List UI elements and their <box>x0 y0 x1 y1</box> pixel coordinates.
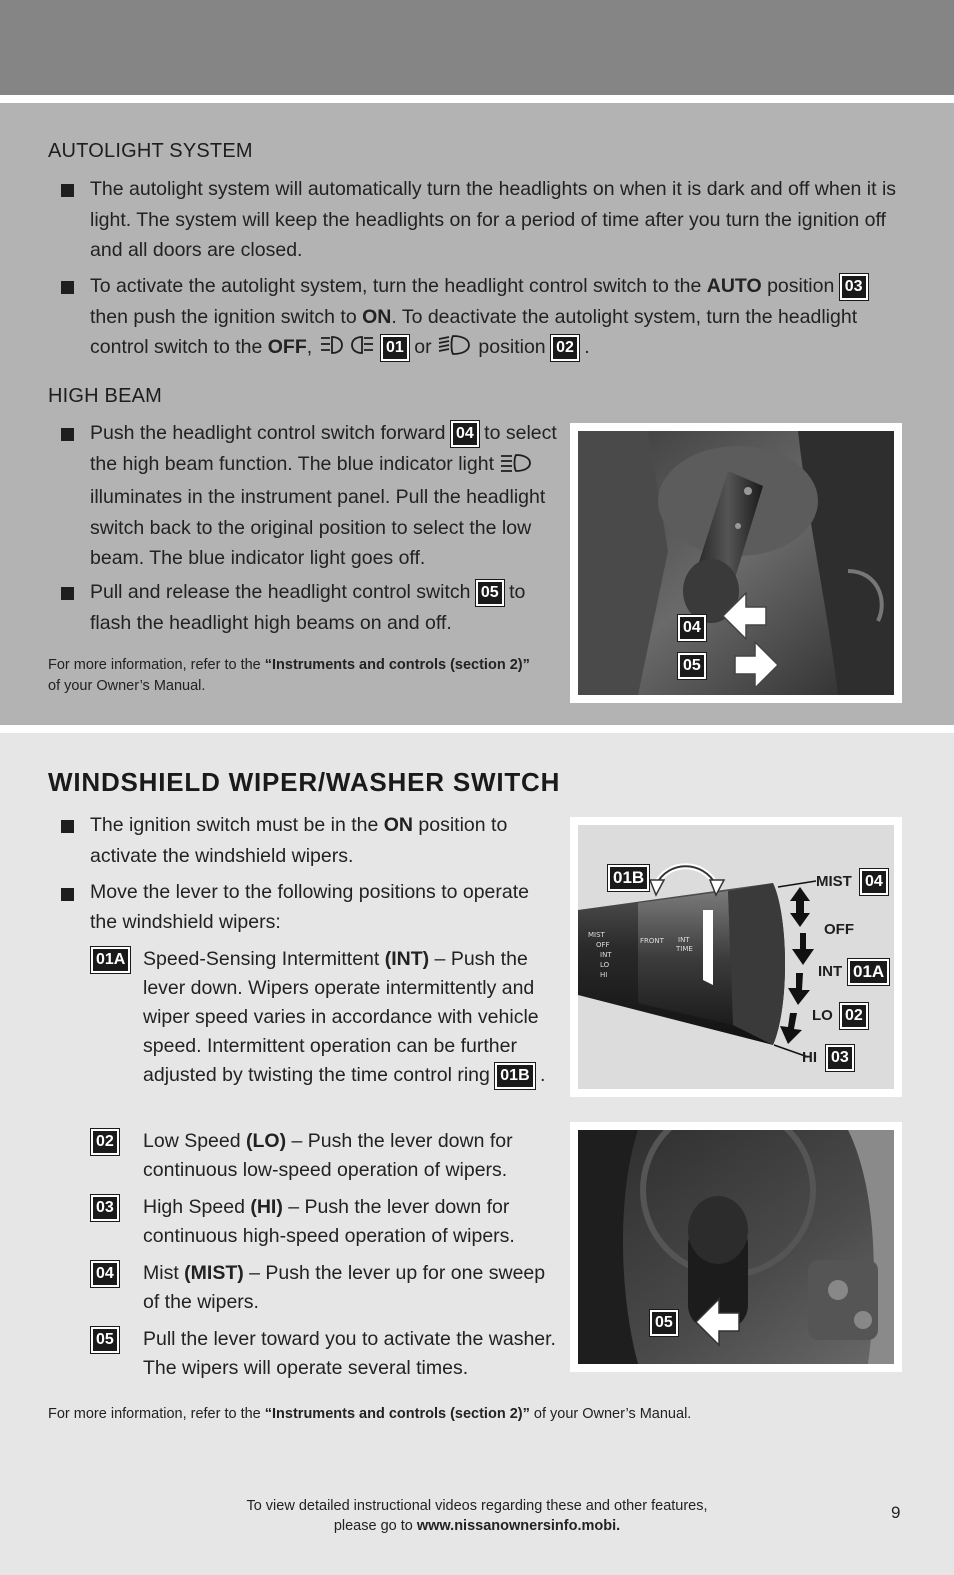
off-label: OFF <box>824 921 854 938</box>
high-beam-bullet-1: Push the headlight control switch forward 04 to select the high beam function. The blue indicator light illuminates in the instrument panel. Pull the headlight switch back to the original position to select the low beam. The blue indicator light goes off. <box>90 418 560 574</box>
ring-tag: 01B <box>608 865 649 891</box>
position-tag: 01B <box>495 1063 534 1089</box>
auto-label: AUTO <box>706 275 762 297</box>
high-beam-heading: HIGH BEAM <box>48 385 163 407</box>
position-tag: 02 <box>551 335 579 361</box>
lo-label: LO <box>812 1007 833 1024</box>
front-label: FRONT <box>640 937 664 945</box>
position-tag: 05 <box>476 580 504 606</box>
mist-label: MIST <box>816 873 852 890</box>
autolight-heading: AUTOLIGHT SYSTEM <box>48 140 253 162</box>
divider <box>0 725 954 733</box>
wiper-bullet-1: The ignition switch must be in the ON position to activate the windshield wipers. <box>90 810 560 871</box>
high-beam-bullet-2: Pull and release the headlight control switch 05 to flash the headlight high beams on and off. <box>90 577 560 638</box>
photo-tag: 04 <box>678 615 706 641</box>
autolight-bullet-1 <box>90 174 910 266</box>
bullet-square <box>61 888 74 901</box>
wiper-switch-diagram <box>570 817 902 1097</box>
int-tag: 01A <box>848 959 889 985</box>
position-tag: 04 <box>91 1261 119 1287</box>
hi-label: HI <box>802 1049 817 1066</box>
bullet-square <box>61 428 74 441</box>
position-tag: 04 <box>451 421 479 447</box>
position-tag: 01 <box>381 335 409 361</box>
low-beam-icon <box>437 334 473 366</box>
footer-text: To view detailed instructional videos regarding these and other features, please go to www.nissanownersinfo.mobi. <box>246 1498 708 1534</box>
headlight-switch-photo <box>570 423 902 703</box>
photo-tag: 05 <box>678 653 706 679</box>
wiper-item-int: 01A Speed-Sensing Intermittent (INT) – Push the lever down. Wipers operate intermittently and wiper speed varies in accordance with vehicle speed. Intermittent operation can be further adjusted by twisting the time control ring 01B . <box>143 945 548 1090</box>
int-label: INT <box>818 963 843 980</box>
washer-lever-illustration <box>578 1130 894 1364</box>
lever-label-lo: LO <box>600 961 610 969</box>
bullet-square <box>61 587 74 600</box>
wiper-item-washer: 05 Pull the lever toward you to activate the washer. The wipers will operate several times. <box>143 1325 558 1383</box>
off-label: OFF <box>267 336 307 358</box>
washer-photo <box>570 1122 902 1372</box>
on-label: ON <box>362 305 392 328</box>
lever-label-int: INT <box>600 951 612 959</box>
parking-light-icon <box>318 334 376 366</box>
int-time-label-2: TIME <box>676 945 693 953</box>
wiper-item-hi: 03 High Speed (HI) – Push the lever down for continuous high-speed operation of wipers. <box>143 1193 548 1251</box>
bullet-square <box>61 820 74 833</box>
top-banner <box>0 0 954 95</box>
bullet-square <box>61 184 74 197</box>
high-beam-icon <box>499 452 533 483</box>
position-tag: 02 <box>91 1129 119 1155</box>
wiper-reference-note: For more information, refer to the “Instruments and controls (section 2)” of your Owner’s Manual. <box>48 1406 692 1422</box>
lo-tag: 02 <box>840 1003 868 1029</box>
autolight-bullet-2: To activate the autolight system, turn the headlight control switch to the AUTO position 03 then push the ignition switch to ON. To deactivate the autolight system, turn the headlight control switch to the OFF, 01 or position 02 . <box>90 271 910 366</box>
bullet-square <box>61 281 74 294</box>
wiper-bullet-2: Move the lever to the following positions to operate the windshield wipers: <box>90 878 560 937</box>
divider <box>0 95 954 103</box>
position-tag: 01A <box>91 947 130 973</box>
mist-tag: 04 <box>860 869 888 895</box>
int-time-label-1: INT <box>678 936 690 944</box>
position-tag: 05 <box>91 1327 119 1353</box>
lever-label-hi: HI <box>600 971 608 979</box>
wiper-item-lo: 02 Low Speed (LO) – Push the lever down for continuous low-speed operation of wipers. <box>143 1127 548 1185</box>
headlight-reference-note: For more information, refer to the “Instruments and controls (section 2)” of your Owner’s Manual. <box>48 657 530 694</box>
photo-tag: 05 <box>650 1310 678 1336</box>
position-tag: 03 <box>840 274 868 300</box>
lever-label-mist: MIST <box>588 931 605 939</box>
lever-label-off: OFF <box>596 941 610 949</box>
hi-tag: 03 <box>826 1045 854 1071</box>
wiper-item-mist: 04 Mist (MIST) – Push the lever up for one sweep of the wipers. <box>143 1259 553 1317</box>
bullet-text: The autolight system will automatically turn the headlights on when it is dark and off when it is light. The system will keep the headlights on for a period of time after you turn the ignition off and all doors are closed. <box>90 178 897 261</box>
headlight-lever-illustration <box>578 431 894 695</box>
position-tag: 03 <box>91 1195 119 1221</box>
website-link[interactable]: www.nissanownersinfo.mobi. <box>416 1518 621 1534</box>
wiper-section-title: WINDSHIELD WIPER/WASHER SWITCH <box>48 767 561 797</box>
page-number: 9 <box>891 1503 901 1522</box>
